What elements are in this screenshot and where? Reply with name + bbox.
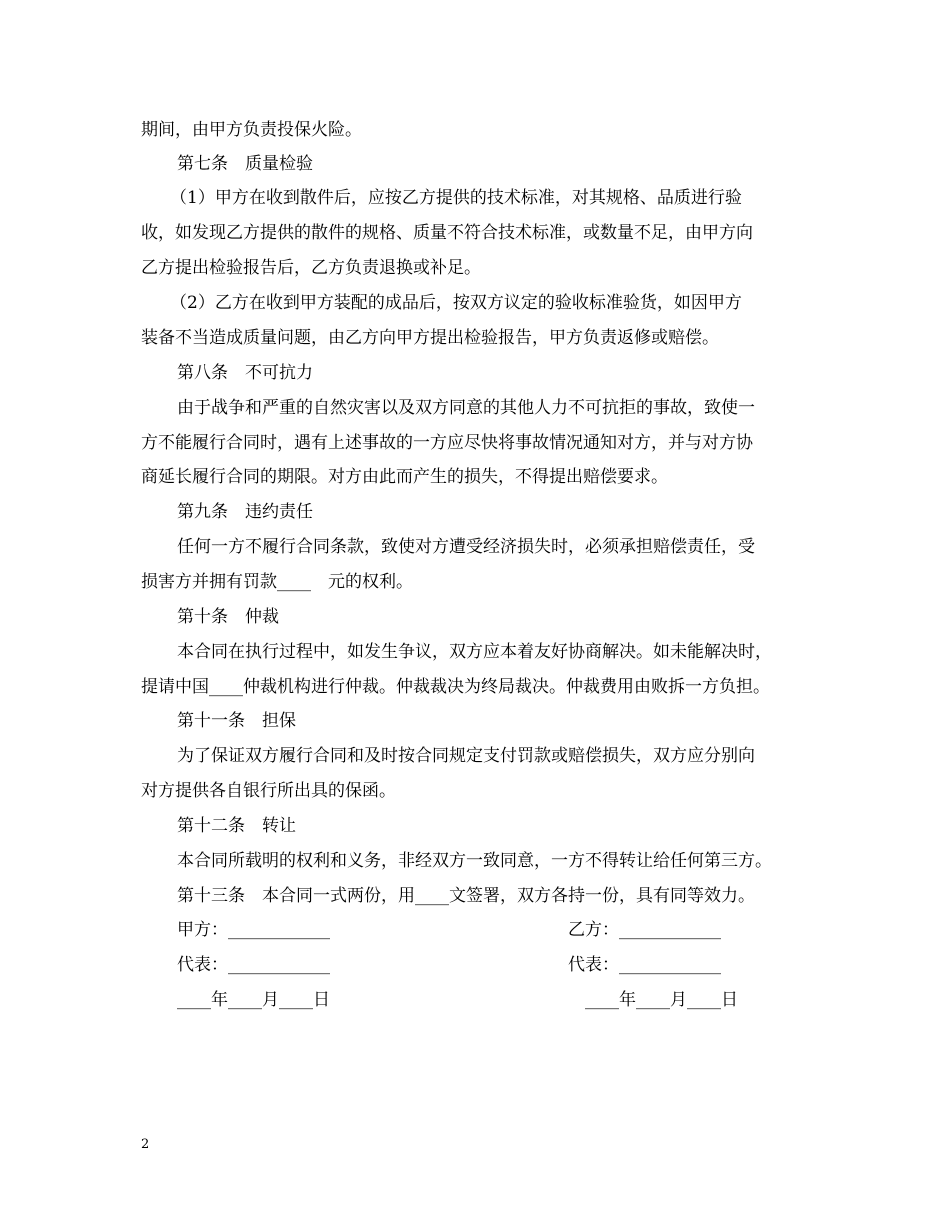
- paragraph-text: 期间，由甲方负责投保火险。: [141, 120, 362, 140]
- paragraph-text: 第十三条 本合同一式两份，用____文签署，双方各持一份，具有同等效力。: [177, 886, 755, 906]
- paragraph-text: （2）乙方在收到甲方装配的成品后，按双方议定的验收标准验货，如因甲方: [170, 293, 742, 313]
- signature-rep-b: 代表：____________: [568, 955, 721, 975]
- paragraph-text: 收，如发现乙方提供的散件的规格、质量不符合技术标准，或数量不足，由甲方向: [141, 223, 753, 243]
- paragraph-text: 乙方提出检验报告后，乙方负责退换或补足。: [141, 258, 481, 278]
- signature-party-a: 甲方：____________: [177, 920, 330, 940]
- paragraph-text: 本合同在执行过程中，如发生争议，双方应本着友好协商解决。如未能解决时，: [177, 642, 772, 662]
- page-number: 2: [141, 1137, 150, 1152]
- paragraph-text: 方不能履行合同时，遇有上述事故的一方应尽快将事故情况通知对方，并与对方协: [141, 433, 753, 453]
- paragraph-text: 为了保证双方履行合同和及时按合同规定支付罚款或赔偿损失，双方应分别向: [177, 746, 755, 766]
- signature-date-b: ____年____月____日: [585, 990, 738, 1010]
- paragraph-text: 提请中国____仲裁机构进行仲裁。仲裁裁决为终局裁决。仲裁费用由败拆一方负担。: [141, 677, 770, 697]
- paragraph-text: 对方提供各自银行所出具的保函。: [141, 781, 396, 801]
- section-heading: 第十条 仲裁: [177, 607, 279, 627]
- signature-date-a: ____年____月____日: [177, 990, 330, 1010]
- paragraph-text: （1）甲方在收到散件后，应按乙方提供的技术标准，对其规格、品质进行验: [170, 188, 742, 208]
- paragraph-text: 装备不当造成质量问题，由乙方向甲方提出检验报告，甲方负责返修或赔偿。: [141, 328, 719, 348]
- section-heading: 第十二条 转让: [177, 816, 296, 836]
- section-heading: 第九条 违约责任: [177, 502, 313, 522]
- paragraph-text: 商延长履行合同的期限。对方由此而产生的损失，不得提出赔偿要求。: [141, 467, 668, 487]
- paragraph-text: 任何一方不履行合同条款，致使对方遭受经济损失时，必须承担赔偿责任，受: [177, 537, 755, 557]
- signature-party-b: 乙方：____________: [568, 920, 721, 940]
- paragraph-text: 由于战争和严重的自然灾害以及双方同意的其他人力不可抗拒的事故，致使一: [177, 398, 755, 418]
- section-heading: 第十一条 担保: [177, 711, 296, 731]
- paragraph-text: 损害方并拥有罚款____ 元的权利。: [141, 572, 413, 592]
- section-heading: 第七条 质量检验: [177, 154, 313, 174]
- paragraph-text: 本合同所载明的权利和义务，非经双方一致同意，一方不得转让给任何第三方。: [177, 851, 772, 871]
- section-heading: 第八条 不可抗力: [177, 363, 313, 383]
- signature-rep-a: 代表：____________: [177, 955, 330, 975]
